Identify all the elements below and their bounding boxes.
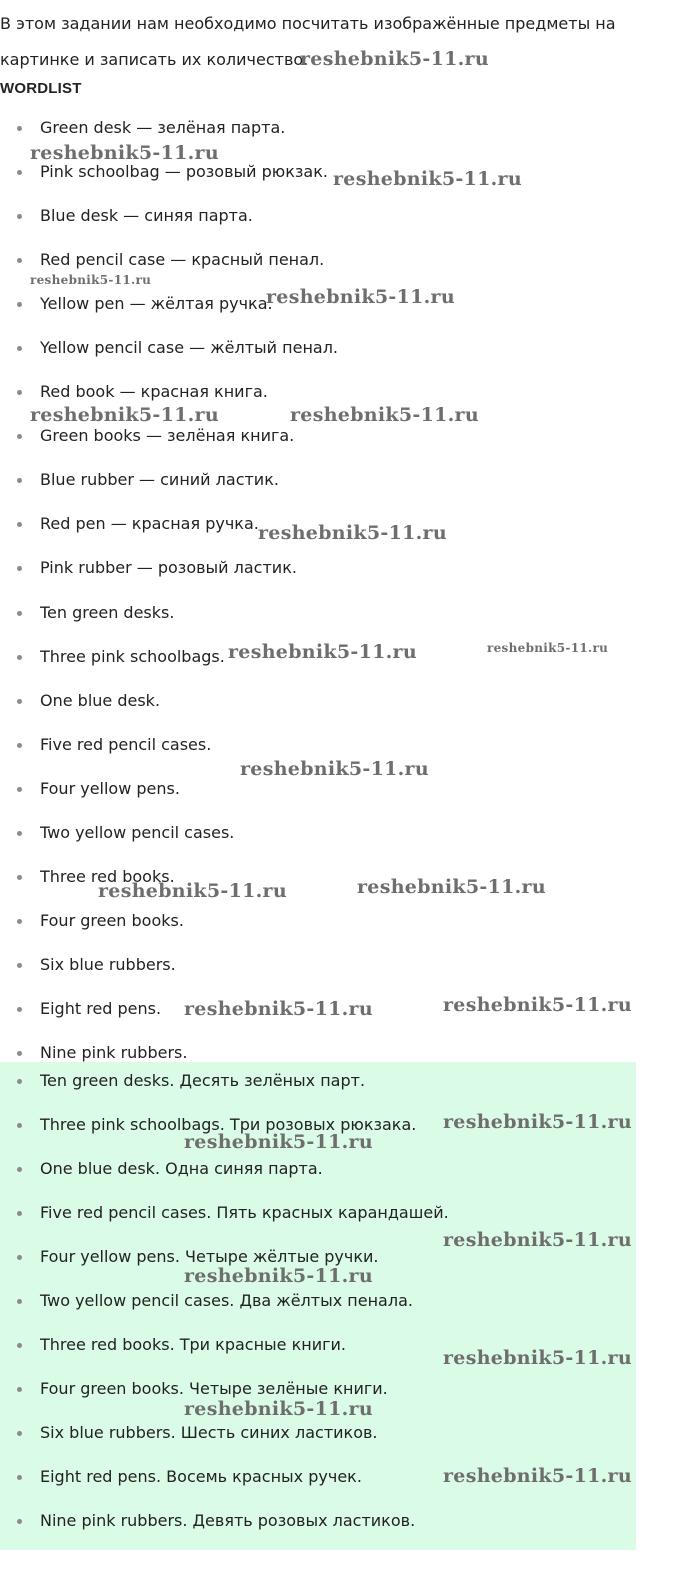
watermark: reshebnik5-11.ru (266, 286, 455, 308)
answer-text: Nine pink rubbers. Девять розовых ластиков. (40, 1511, 416, 1530)
sentence-item (0, 822, 636, 866)
watermark: reshebnik5-11.ru (333, 168, 522, 190)
watermark: reshebnik5-11.ru (184, 1265, 373, 1287)
sentence-text: Four green books. (40, 911, 184, 930)
sentence-text: Five red pencil cases. (40, 735, 212, 754)
watermark: reshebnik5-11.ru (30, 404, 219, 426)
bullet-icon (17, 302, 22, 307)
watermark: reshebnik5-11.ru (184, 1398, 373, 1420)
watermark: reshebnik5-11.ru (98, 880, 287, 902)
sentence-item (0, 954, 636, 998)
bullet-icon (17, 1051, 22, 1056)
bullet-icon (17, 787, 22, 792)
answer-text: Five red pencil cases. Пять красных карандашей. (40, 1203, 449, 1222)
wordlist-text: Blue rubber — синий ластик. (40, 470, 279, 489)
bullet-icon (17, 390, 22, 395)
wordlist-text: Yellow pencil case — жёлтый пенал. (40, 338, 339, 357)
answer-text: Ten green desks. Десять зелёных парт. (40, 1071, 366, 1090)
bullet-icon (17, 611, 22, 616)
bullet-icon (17, 1343, 22, 1348)
bullet-icon (17, 699, 22, 704)
bullet-icon (17, 919, 22, 924)
watermark: reshebnik5-11.ru (258, 522, 447, 544)
watermark: reshebnik5-11.ru (30, 273, 152, 287)
wordlist-text: Green books — зелёная книга. (40, 426, 295, 445)
wordlist-item (0, 337, 636, 381)
bullet-icon (17, 831, 22, 836)
watermark: reshebnik5-11.ru (228, 641, 417, 663)
sentence-item (0, 602, 636, 646)
watermark: reshebnik5-11.ru (443, 1111, 632, 1133)
answer-item (0, 1070, 636, 1114)
bullet-icon (17, 875, 22, 880)
bullet-icon (17, 478, 22, 483)
answer-text: Eight red pens. Восемь красных ручек. (40, 1467, 362, 1486)
answer-item (0, 1422, 636, 1466)
answer-text: Three red books. Три красные книги. (40, 1335, 347, 1354)
watermark: reshebnik5-11.ru (357, 876, 546, 898)
sentence-text: Ten green desks. (40, 603, 175, 622)
watermark: reshebnik5-11.ru (443, 994, 632, 1016)
watermark: reshebnik5-11.ru (30, 142, 219, 164)
wordlist-item (0, 205, 636, 249)
wordlist-item (0, 425, 636, 469)
answer-text: Six blue rubbers. Шесть синих ластиков. (40, 1423, 378, 1442)
bullet-icon (17, 126, 22, 131)
bullet-icon (17, 1079, 22, 1084)
watermark: reshebnik5-11.ru (184, 1131, 373, 1153)
bullet-icon (17, 655, 22, 660)
watermark: reshebnik5-11.ru (487, 641, 609, 655)
wordlist-text: Red book — красная книга. (40, 382, 268, 401)
wordlist-text: Green desk — зелёная парта. (40, 118, 286, 137)
answer-item (0, 1290, 636, 1334)
wordlist-text: Red pen — красная ручка. (40, 514, 259, 533)
wordlist-item (0, 161, 636, 205)
bullet-icon (17, 346, 22, 351)
bullet-icon (17, 1475, 22, 1480)
wordlist-text: Yellow pen — жёлтая ручка. (40, 294, 273, 313)
bullet-icon (17, 1299, 22, 1304)
bullet-icon (17, 1519, 22, 1524)
answer-item (0, 1510, 636, 1554)
answer-text: Four green books. Четыре зелёные книги. (40, 1379, 388, 1398)
watermark: reshebnik5-11.ru (290, 404, 479, 426)
bullet-icon (17, 743, 22, 748)
answer-text: Four yellow pens. Четыре жёлтые ручки. (40, 1247, 379, 1266)
wordlist-item (0, 469, 636, 513)
bullet-icon (17, 522, 22, 527)
wordlist-text: Blue desk — синяя парта. (40, 206, 253, 225)
wordlist-item (0, 557, 636, 601)
intro-paragraph: В этом задании нам необходимо посчитать изображённые предметы на картинке и записать их количество. (0, 14, 616, 69)
wordlist-text: Pink rubber — розовый ластик. (40, 558, 297, 577)
bullet-icon (17, 1387, 22, 1392)
bullet-icon (17, 1007, 22, 1012)
sentence-item (0, 910, 636, 954)
watermark: reshebnik5-11.ru (443, 1347, 632, 1369)
bullet-icon (17, 566, 22, 571)
answer-item (0, 1158, 636, 1202)
sentence-text: Three red books. (40, 867, 175, 886)
bullet-icon (17, 258, 22, 263)
wordlist-text: Red pencil case — красный пенал. (40, 250, 325, 269)
sentence-text: Nine pink rubbers. (40, 1043, 188, 1062)
sentence-item (0, 778, 636, 822)
wordlist-heading: WORDLIST (0, 80, 82, 97)
bullet-icon (17, 1123, 22, 1128)
sentence-text: One blue desk. (40, 691, 161, 710)
sentence-text: Eight red pens. (40, 999, 162, 1018)
bullet-icon (17, 434, 22, 439)
answer-text: One blue desk. Одна синяя парта. (40, 1159, 323, 1178)
sentence-text: Three pink schoolbags. (40, 647, 225, 666)
watermark: reshebnik5-11.ru (240, 758, 429, 780)
bullet-icon (17, 1431, 22, 1436)
bullet-icon (17, 170, 22, 175)
watermark: reshebnik5-11.ru (443, 1229, 632, 1251)
watermark: reshebnik5-11.ru (184, 998, 373, 1020)
sentence-text: Four yellow pens. (40, 779, 180, 798)
sentence-text: Six blue rubbers. (40, 955, 176, 974)
bullet-icon (17, 963, 22, 968)
bullet-icon (17, 1255, 22, 1260)
bullet-icon (17, 1167, 22, 1172)
watermark: reshebnik5-11.ru (443, 1465, 632, 1487)
bullet-icon (17, 214, 22, 219)
wordlist-text: Pink schoolbag — розовый рюкзак. (40, 162, 328, 181)
sentence-item (0, 690, 636, 734)
sentence-text: Two yellow pencil cases. (40, 823, 235, 842)
bullet-icon (17, 1211, 22, 1216)
answer-text: Two yellow pencil cases. Два жёлтых пенала. (40, 1291, 413, 1310)
watermark: reshebnik5-11.ru (300, 48, 489, 70)
answer-text: Three pink schoolbags. Три розовых рюкзака. (40, 1115, 417, 1134)
